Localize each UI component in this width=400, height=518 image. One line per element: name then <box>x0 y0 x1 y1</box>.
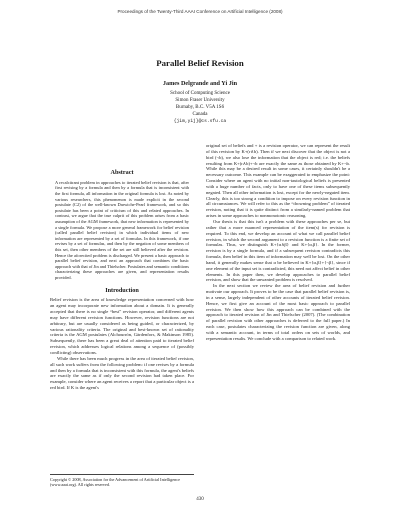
intro-paragraph: Belief revision is the area of knowledge representation concerned with how an agent may incorporate new information about a domain. It is generally accepted that there is no single “best” revision operator, and different agents may have different revision functions. However, revision functions are not arbitrary, but are usually considered as being guided, or characterized, by various rationality criteria. The original and best-known set of rationality criteria is the AGM postulates (Alchourrón, Gärdenfors, & Makinson 1985). Subsequently, there has been a great deal of attention paid to iterated belief revision, which addresses logical relations among a sequence of (possibly conflicting) observations. <box>50 297 194 355</box>
intro-paragraph: While there has been much progress in the area of iterated belief revision, all such work suffers from the following problem: if one revises by a formula and then by a formula that is inconsistent with this formula, the agent's beliefs are exactly the same as if only the second revision had taken place. For example, consider where an agent receives a report that a particular object is a red bird. If K is the agent's <box>50 355 194 391</box>
body-paragraph: original set of beliefs and + is a revision operator, we can represent the result of this revision by K+(r∧b). Then if we next discover that the object is not a bird (¬b), we also lose the information that the object is red; i.e. the beliefs resulting from K+(r∧b)+¬b are exactly the same as those obtained by K+¬b. While this may be a desired result in some cases, it certainly shouldn't be a necessary outcome. This example can be exaggerated to emphasize the point: Consider where an agent with no initial non-tautological beliefs is presented with a huge number of facts, only to have one of these items subsequently negated. Then all other information is lost, except for the newly-negated item. Clearly, this is too strong a condition to impose on every revision function in all circumstances. We will refer to this as the “drowning problem” of iterated revision, noting that it is quite distinct from a similarly-named problem that arises in some approaches to nonmonotonic reasoning. <box>206 143 350 219</box>
affiliation-line: Canada <box>192 112 208 117</box>
body-paragraph: In the next section we review the area of belief revision and further motivate our approach. It proves to be the case that parallel belief revision is, in a sense, largely independent of other accounts of iterated belief revision. Hence, we first give an account of the most basic approach to parallel revision. We then show how this approach can be combined with the approach to iterated revision of Jin and Thielscher (2007). (The combination of parallel revision with other approaches is deferred to the full paper.) In each case, postulates characterizing the revision function are given, along with a semantic account, in terms of total orders on sets of worlds, and representation results. We conclude with a comparison to related work. <box>206 283 350 341</box>
body-paragraph: Our thesis is that this isn't a problem with these approaches per se, but rather that a more nuanced representation of the item(s) for revision is required. To this end, we develop an account of what we call parallel belief revision, in which the second argument to a revision function is a finite set of formulas. Thus, we distinguish K+{α∧β} and K+{α,β}. In the former, revision is by a single formula, and if a subsequent revision contradicts this formula, then belief in this item of information may well be lost. On the other hand, it generally makes sense that α be believed in K+{α,β}+{¬β}, since if one element of the input set is contradicted, this need not affect belief in other elements. In this paper then, we develop approaches to parallel belief revision, and show that the unwanted problem is resolved. <box>206 218 350 283</box>
paper-title: Parallel Belief Revision <box>156 58 244 68</box>
author-email: {jim,yij}@cs.sfu.ca <box>173 119 227 124</box>
abstract-text: A recalcitrant problem in approaches to iterated belief revision is that, after first revising by a formula and then by a formula that is inconsistent with the first formula, all information in the original formula is lost. As noted by various researchers, this phenomenon is made explicit in the second postulate (C2) of the well-known Darwiche-Pearl framework, and so this postulate has been a point of criticism of this and related approaches. In contrast, we argue that the true culprit of this problem arises from a basic assumption of the AGM framework, that new information is represented by a single formula. We propose a more general framework for belief revision (called parallel belief revision) in which individual items of new information are represented by a set of formulas. In this framework, if one revises by a set of formulas, and then by the negation of some members of this set, then other members of the set are still believed after the revision. Hence the aforecited problem is discharged. We present a basic approach to parallel belief revision, and next an approach that combines the basic approach with that of Jin and Thielscher. Postulates and semantic conditions characterizing these approaches are given, and representation results provided. <box>55 179 189 280</box>
affiliation-line: School of Computing Science <box>170 91 230 96</box>
right-column <box>206 143 350 342</box>
left-column <box>50 167 194 391</box>
paper-authors: James Delgrande and Yi Jin <box>162 80 238 87</box>
author-affiliation <box>0 90 400 125</box>
copyright-footnote: Copyright © 2008, Association for the Advancement of Artificial Intelligence (www.aaai.org). All rights reserved. <box>50 474 194 487</box>
proceedings-header: Proceedings of the Twenty-Third AAAI Conference on Artificial Intelligence (2008) <box>117 9 283 14</box>
affiliation-line: Burnaby, B.C. V5A 1S6 <box>175 105 225 110</box>
abstract-heading: Abstract <box>110 169 134 176</box>
introduction-heading: Introduction <box>105 286 139 294</box>
page-number: 430 <box>196 497 204 502</box>
affiliation-line: Simon Fraser University <box>175 98 225 103</box>
